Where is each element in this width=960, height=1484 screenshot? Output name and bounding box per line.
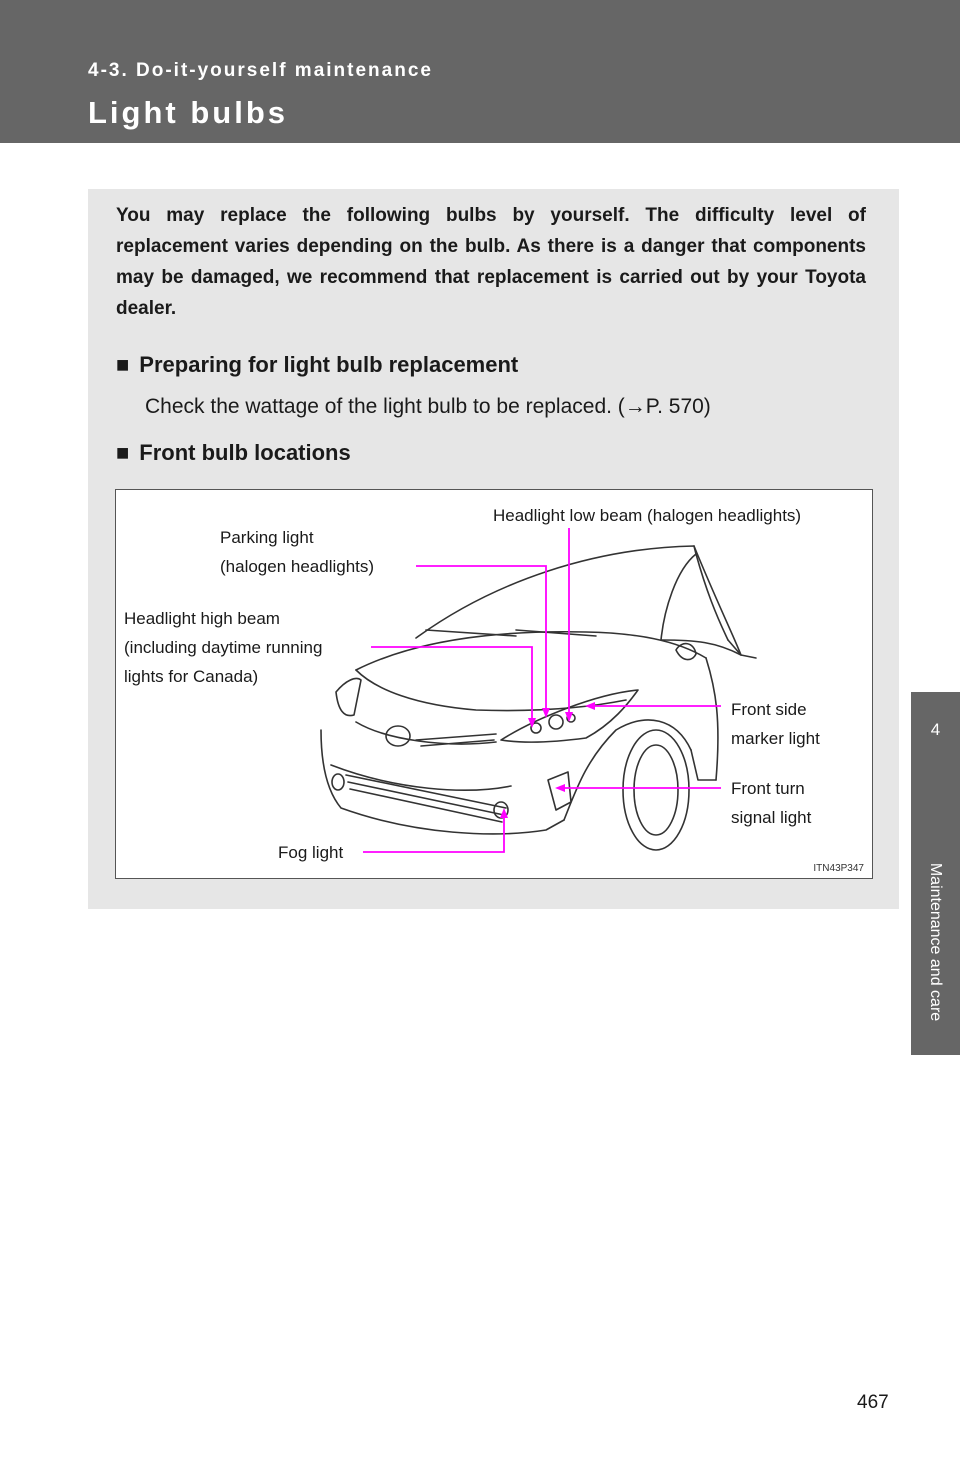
callout-turn-signal-1: Front turn bbox=[731, 779, 805, 798]
figure-code: ITN43P347 bbox=[813, 863, 864, 874]
page-number: 467 bbox=[857, 1392, 889, 1413]
page-title: Light bulbs bbox=[88, 95, 289, 130]
chapter-label: Maintenance and care bbox=[927, 862, 944, 1022]
callout-high-beam-2: (including daytime running bbox=[124, 638, 323, 657]
callout-side-marker-1: Front side bbox=[731, 700, 807, 719]
square-bullet-icon: ■ bbox=[116, 440, 130, 465]
car-outline bbox=[321, 546, 756, 850]
callout-high-beam-1: Headlight high beam bbox=[124, 609, 280, 628]
section-title-preparing bbox=[116, 352, 518, 378]
intro-paragraph: You may replace the following bulbs by yourself. The difficulty level of replacement varies depending on the bulb. As there is a danger that components may be damaged, we recommend that replacement is carried out by your Toyota dealer. bbox=[116, 205, 866, 319]
section-title-text: Preparing for light bulb replacement bbox=[139, 352, 519, 377]
callout-parking-light-2: (halogen headlights) bbox=[220, 557, 375, 576]
callout-side-marker-2: marker light bbox=[731, 729, 820, 748]
callout-fog-light: Fog light bbox=[278, 843, 344, 862]
section-title-front-bulbs bbox=[116, 440, 351, 466]
callout-low-beam: Headlight low beam (halogen headlights) bbox=[493, 506, 802, 525]
square-bullet-icon: ■ bbox=[116, 352, 130, 377]
chapter-number: 4 bbox=[930, 720, 941, 739]
callout-arrowheads bbox=[500, 702, 595, 818]
callout-parking-light-1: Parking light bbox=[220, 528, 314, 547]
page-header bbox=[0, 0, 960, 143]
chapter-tab bbox=[911, 692, 960, 1055]
section-label: 4-3. Do-it-yourself maintenance bbox=[88, 60, 433, 81]
section-body-preparing: Check the wattage of the light bulb to be replaced. (→P. 570) bbox=[145, 395, 711, 418]
front-bulb-diagram bbox=[115, 489, 873, 879]
section-title-text: Front bulb locations bbox=[139, 440, 351, 465]
callout-high-beam-3: lights for Canada) bbox=[124, 667, 259, 686]
callout-turn-signal-2: signal light bbox=[731, 808, 812, 827]
